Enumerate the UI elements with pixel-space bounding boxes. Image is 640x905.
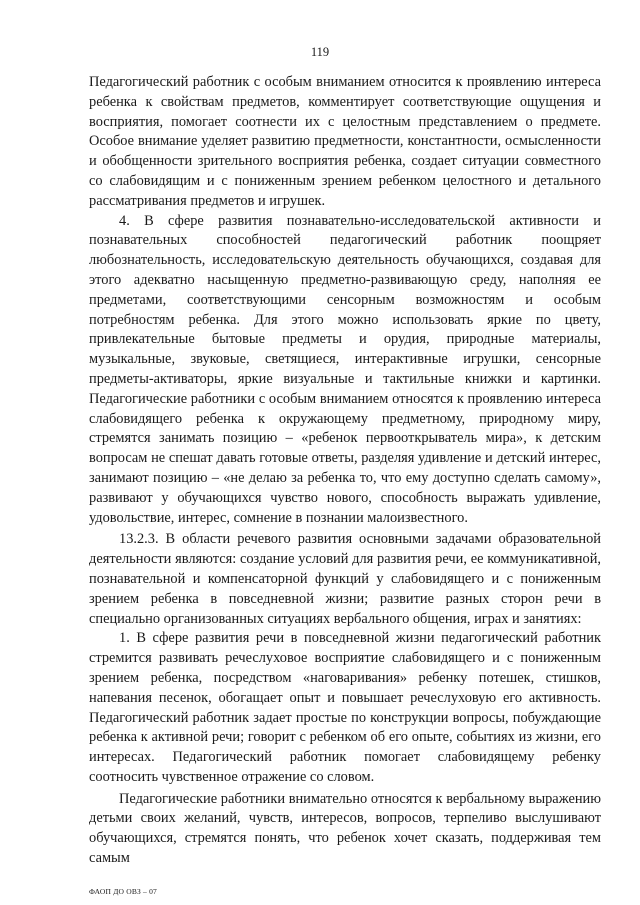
paragraph-cognitive-activity: 4. В сфере развития познавательно-исследовательской активности и познавательных способностей педагогический работник поощряет любознательность, исследовательскую деятельность обучающихся, создавая для этого адекватно насыщенную предметно-развивающую среду, наполняя ее предметами, соответствующими сенсорным возможностям и особым потребностям ребенка. Для этого можно использовать яркие по цвету, привлекательные бытовые предметы и орудия, природные материалы, музыкальные, звуковые, светящиеся, интерактивные игрушки, сенсорные предметы-активаторы, яркие визуальные и тактильные книжки и картинки. Педагогические работники с особым вниманием относятся к проявлению интереса слабовидящего ребенка к окружающему предметному, природному миру, стремятся занимать позицию – «ребенок первооткрыватель мира», к детским вопросам не спешат давать готовые ответы, разделяя удивление и детский интерес, занимают позицию – «не делаю за ребенка то, что ему доступно сделать самому», развивают у обучающихся чувство нового, способность выражать удивление, удовольствие, интерес, сомнение в познании малоизвестного. <box>89 212 601 526</box>
paragraph-verbal-expression: Педагогические работники внимательно относятся к вербальному выражению детьми своих желаний, чувств, интересов, вопросов, терпеливо выслушивают обучающихся, стремятся понять, что ребенок хочет сказать, поддерживая тем самым <box>89 790 601 867</box>
page-body <box>89 73 601 869</box>
paragraph-perception: Педагогический работник с особым вниманием относится к проявлению интереса ребенка к свойствам предметов, комментирует соответствующие ощущения и восприятия, помогает соотнести их с целостным представлением о предмете. Особое внимание уделяет развитию предметности, константности, осмысленности и обобщенности зрительного восприятия ребенка, создает ситуации совместного со слабовидящим и с пониженным зрением ребенком целостного и детального рассматривания предметов и игрушек. <box>89 74 601 209</box>
document-footer: ФАОП ДО ОВЗ – 07 <box>89 887 157 896</box>
paragraph-speech-development-tasks: 13.2.3. В области речевого развития основными задачами образовательной деятельности являются: создание условий для развития речи, ее коммуникативной, познавательной и компенсаторной функций у слабовидящего и с пониженным зрением ребенка в повседневной жизни; развитие разных сторон речи в специально организованных ситуациях вербального общения, играх и занятиях: <box>89 531 601 627</box>
paragraph-everyday-speech: 1. В сфере развития речи в повседневной жизни педагогический работник стремится развивать речеслуховое восприятие слабовидящего и с пониженным зрением ребенка, посредством «наговаривания» ребенку потешек, стишков, напевания песенок, обогащает опыт и повышает речеслуховую его активность. Педагогический работник задает простые по конструкции вопросы, побуждающие ребенка к активной речи; говорит с ребенком об его опыте, событиях из жизни, его интересах. Педагогический работник помогает слабовидящему ребенку соотносить чувственное отражение со словом. <box>89 630 601 785</box>
page-number: 119 <box>310 45 330 59</box>
